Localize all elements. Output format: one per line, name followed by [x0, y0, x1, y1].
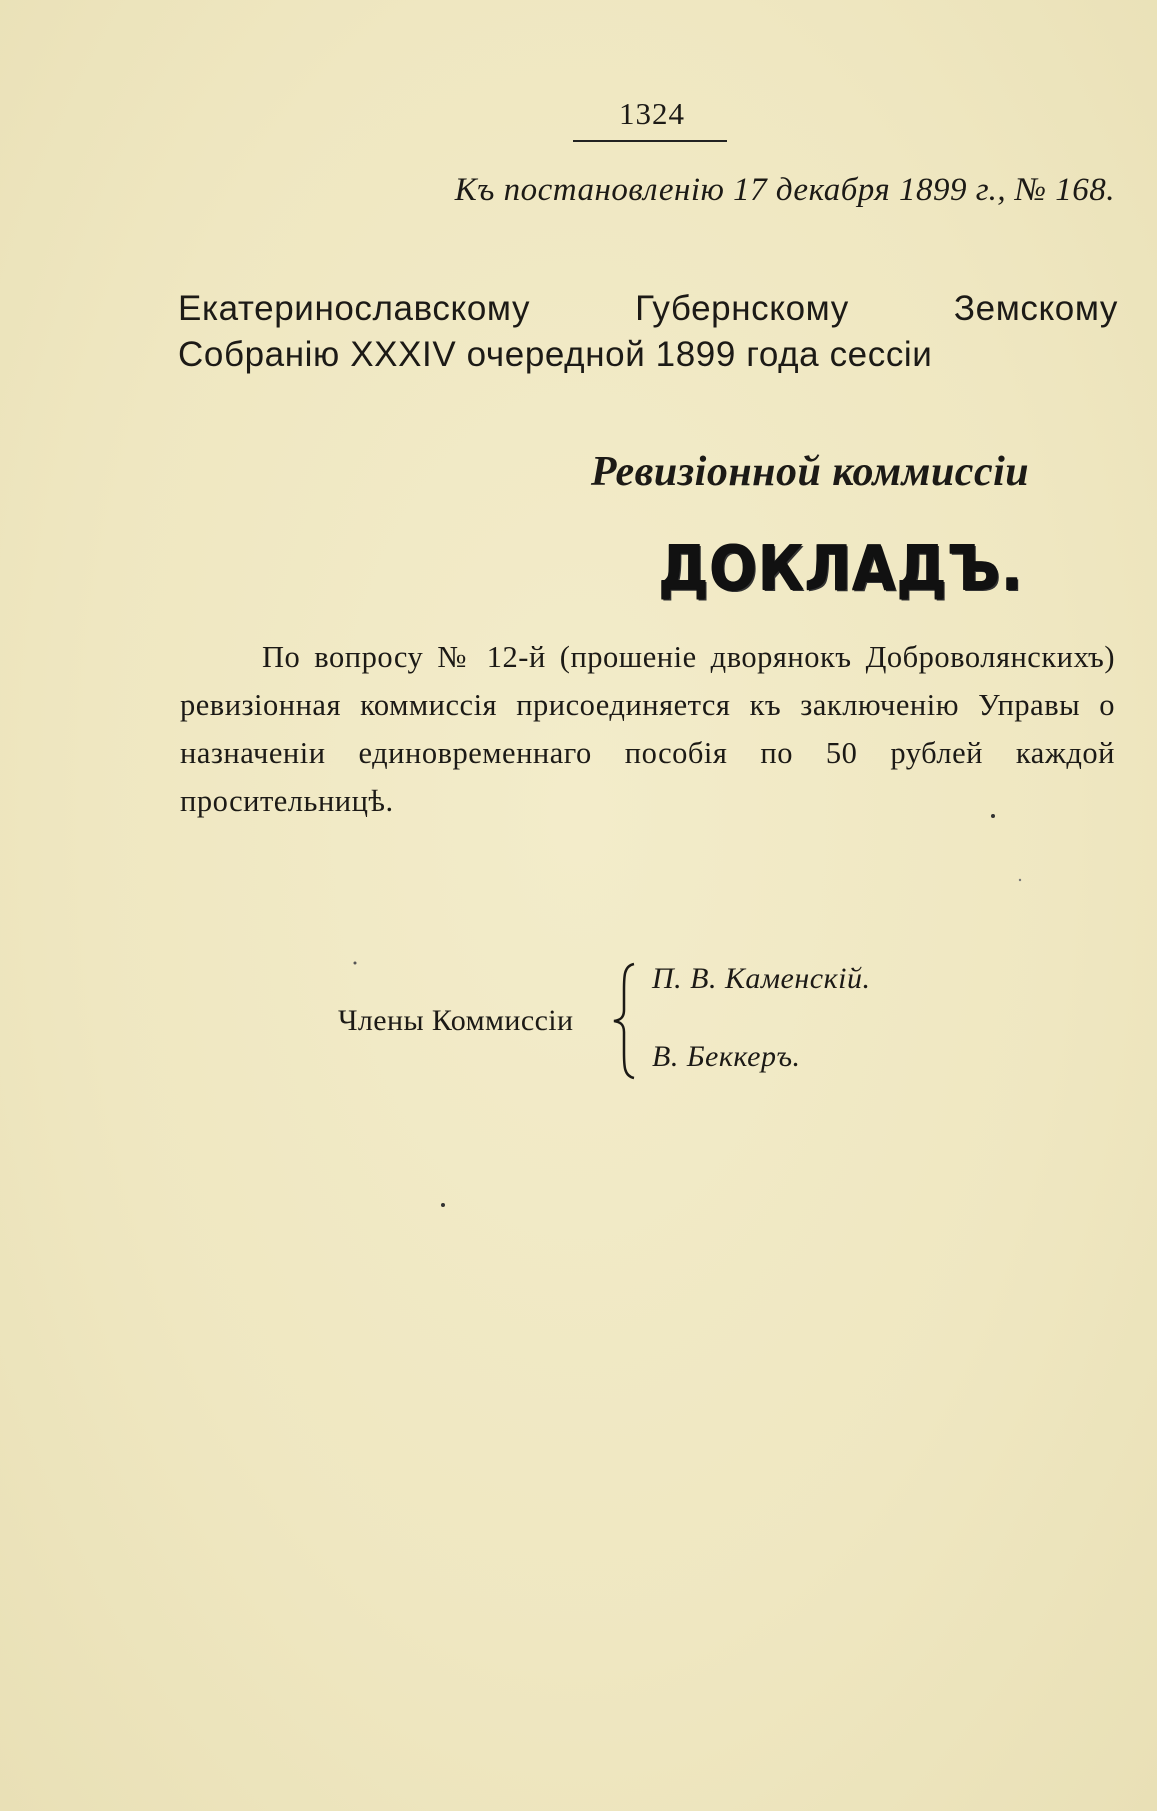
curly-brace-icon: [612, 962, 640, 1080]
body-paragraph: По вопросу № 12-й (прошеніе дворянокъ Доброволянскихъ) ревизіонная коммиссія присоединяется къ заключенію Управы о назначеніи единовременнаго пособія по 50 рублей каждой просительницѣ.: [180, 640, 1115, 818]
page-number: 1324: [619, 96, 685, 131]
addressee: [178, 286, 1118, 378]
addressee-line-1: Екатеринославскому Губернскому Земскому: [178, 289, 1118, 328]
report-title: ДОКЛАДЪ.: [658, 532, 1023, 605]
body-text: [180, 633, 1115, 825]
addressee-line-2: Собранію XXXIV очередной 1899 года сессіи: [178, 335, 933, 374]
page-number-rule: [573, 140, 727, 142]
member-signature: В. Беккеръ.: [652, 1040, 801, 1073]
resolution-reference: Къ постановленію 17 декабря 1899 г., № 168.: [454, 172, 1115, 208]
member-signature: П. В. Каменскій.: [652, 962, 871, 995]
members-label: Члены Коммиссіи: [338, 1004, 574, 1037]
commission-title: Ревизіонной коммиссіи: [590, 449, 1030, 495]
